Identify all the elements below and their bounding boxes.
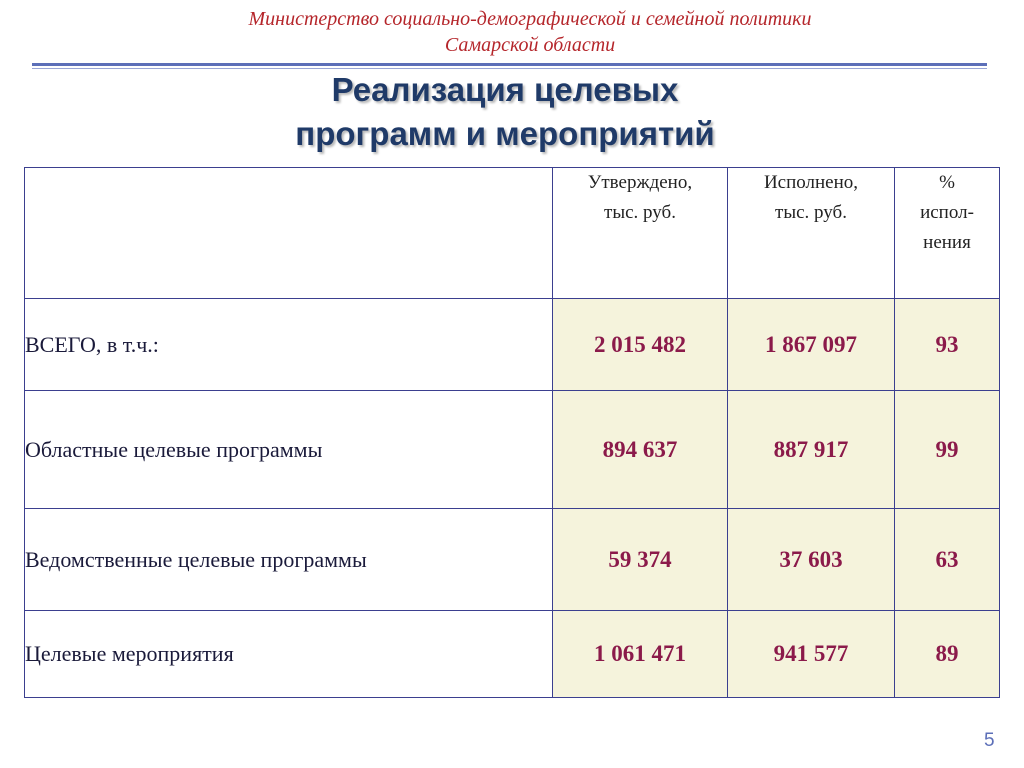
percent-value: 89 — [895, 611, 1000, 698]
header-approved-line-2: тыс. руб. — [604, 202, 676, 223]
header-executed-line-1: Исполнено, — [763, 172, 859, 193]
ministry-line-1: Министерство социально-демографической и семейной политики — [248, 8, 812, 30]
header-percent-line-2: испол- — [920, 202, 974, 223]
executed-value: 941 577 — [728, 611, 895, 698]
table-row-target-activities — [25, 611, 1000, 698]
header-executed — [728, 168, 895, 299]
approved-value: 894 637 — [553, 391, 728, 509]
approved-value: 59 374 — [553, 509, 728, 611]
percent-value: 99 — [895, 391, 1000, 509]
executed-value: 887 917 — [728, 391, 895, 509]
row-label: ВСЕГО, в т.ч.: — [25, 299, 553, 391]
header-executed-line-2: тыс. руб. — [775, 202, 847, 223]
ministry-header — [0, 6, 1024, 58]
header-divider — [32, 63, 987, 66]
header-percent-line-3: нения — [923, 232, 971, 253]
header-percent-line-1: % — [939, 172, 955, 193]
row-label: Целевые мероприятия — [25, 611, 553, 698]
percent-value: 93 — [895, 299, 1000, 391]
executed-value: 1 867 097 — [728, 299, 895, 391]
slide-title-line-2: программ и мероприятий — [295, 115, 715, 152]
row-label: Областные целевые программы — [25, 391, 553, 509]
header-approved — [553, 168, 728, 299]
header-percent — [895, 168, 1000, 299]
approved-value: 2 015 482 — [553, 299, 728, 391]
header-approved-line-1: Утверждено, — [587, 172, 693, 193]
row-label: Ведомственные целевые программы — [25, 509, 553, 611]
approved-value: 1 061 471 — [553, 611, 728, 698]
table-row-total — [25, 299, 1000, 391]
slide-title-line-1: Реализация целевых — [331, 71, 679, 108]
ministry-line-2: Самарской области — [444, 34, 616, 56]
percent-value: 63 — [895, 509, 1000, 611]
programs-table — [24, 167, 1000, 698]
table-row-regional-programs — [25, 391, 1000, 509]
slide-title — [0, 68, 1010, 156]
page-number: 5 — [984, 730, 995, 751]
header-empty-cell — [25, 168, 553, 299]
table-row-departmental-programs — [25, 509, 1000, 611]
table-header-row — [25, 168, 1000, 299]
executed-value: 37 603 — [728, 509, 895, 611]
